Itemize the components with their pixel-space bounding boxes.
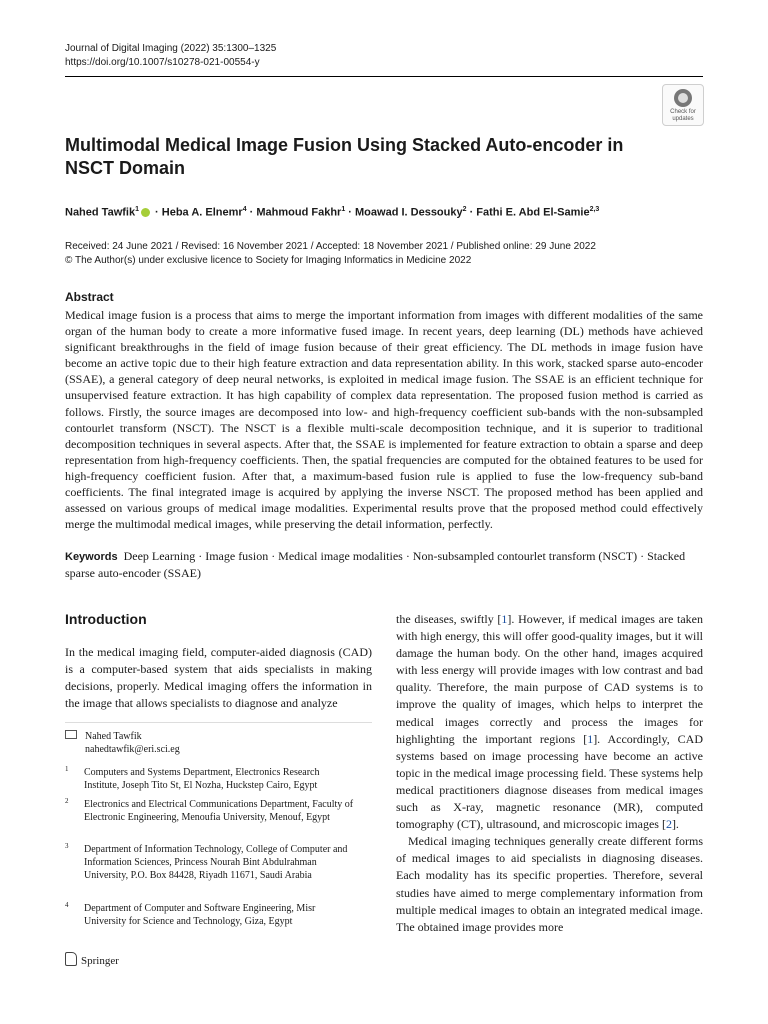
check-updates-label: Check for updates	[670, 109, 696, 122]
text-run: ]. However, if medical images are taken with high energy, this will offer good-quality images, but it will damage the human body. On the other hand, images acquired with less energy will provide images with low contrast and bad quality. Therefore, the main purpose of CAD systems is to improve the quality of images, which helps to interpret the medical images correctly and process the images for highlighting the important regions [	[396, 612, 704, 746]
affiliation-number: 1	[65, 765, 69, 773]
author-name[interactable]: Heba A. Elnemr	[161, 206, 243, 219]
copyright-line: © The Author(s) under exclusive licence to Society for Imaging Informatics in Medicine 2022	[65, 255, 472, 266]
publication-dates	[65, 240, 596, 268]
keywords-text: Deep Learning · Image fusion · Medical image modalities · Non-subsampled contourlet transform (NSCT) · Stacked sparse auto-encoder (SSAE)	[65, 549, 686, 580]
affiliation-text: Computers and Systems Department, Electronics Research Institute, Joseph Tito St, El Nozha, Huckstep Cairo, Egypt	[84, 767, 320, 791]
affiliation-text: Electronics and Electrical Communications Department, Faculty of Electronic Engineering, Menoufia University, Menouf, Egypt	[84, 799, 354, 823]
author-affiliation: 2	[462, 206, 467, 213]
abstract-text: Medical image fusion is a process that aims to merge the important information from images with different modalities of the same organ of the human body to create a more informative fused image. In recent years, deep learning (DL) methods have achieved significant breakthroughs in the field of image fusion because of their great efficiency. The DL methods in image fusion have become an active topic due to their high feature extraction and data representation ability. In this work, stacked sparse auto-encoder (SSAE), a general category of deep neural networks, is exploited in medical image fusion. The SSAE is an efficient technique for unsupervised feature extraction. It has high capability of complex data representation. The proposed fusion method is carried as follows. Firstly, the source images are decomposed into low- and high-frequency coefficient sub-bands with the non-subsampled contourlet transform (NSCT). The NSCT is a flexible multi-scale decomposition technique, and it is superior to traditional decomposition techniques in several aspects. After that, the SSAE is implemented for feature extraction to obtain a sparse and deep representation from high-frequency coefficients. Then, the spatial frequencies are computed for the obtained features to be used for high-frequency coefficient fusion. After that, a maximum-based fusion rule is applied to fuse the low-frequency sub-band coefficients. The final integrated image is acquired by applying the inverse NSCT. The proposed method has been applied and assessed on various groups of medical image modalities. Experimental results prove that the proposed method could effectively merge the multimodal medical images, while preserving the detail information, perfectly.	[65, 308, 703, 532]
check-for-updates-badge[interactable]	[662, 84, 704, 126]
paper-title: Multimodal Medical Image Fusion Using Stacked Auto-encoder in NSCT Domain	[65, 135, 624, 178]
affiliation-number: 2	[65, 797, 69, 805]
citation-link[interactable]: 1	[587, 731, 594, 746]
doi-link[interactable]: https://doi.org/10.1007/s10278-021-00554-y	[65, 57, 260, 68]
author-affiliation: 1	[135, 206, 139, 213]
publisher-name: Springer	[81, 955, 119, 967]
envelope-icon	[65, 730, 77, 739]
journal-header	[65, 42, 276, 70]
intro-right-column	[396, 611, 703, 936]
text-run: the diseases, swiftly [	[396, 612, 502, 626]
springer-logo-icon	[65, 952, 77, 966]
affiliation-text: Department of Information Technology, College of Computer and Information Sciences, Princess Nourah Bint Abdulrahman University, P.O. Box 84428, Riyadh 11671, Saudi Arabia	[84, 844, 348, 881]
corresponding-email[interactable]: nahedtawfik@eri.sci.eg	[85, 744, 180, 755]
affiliation-text: Department of Computer and Software Engineering, Misr University for Science and Technology, Giza, Egypt	[84, 903, 316, 927]
history-dates: Received: 24 June 2021 / Revised: 16 November 2021 / Accepted: 18 November 2021 / Published online: 29 June 2022	[65, 241, 596, 252]
author-affiliation: 2,3	[589, 206, 600, 213]
check-updates-icon	[674, 89, 692, 107]
affiliation-item	[65, 902, 355, 928]
header-divider	[65, 76, 703, 77]
text-run: ]. Accordingly, CAD systems based on image processing have become an active topic in the medical image processing field. These systems help medical practitioners diagnose diseases from medical images such as X-ray, magnetic resonance (MR), computed tomography (CT), ultrasound, and microscopic images [	[396, 731, 703, 832]
author-name[interactable]: Nahed Tawfik	[65, 206, 136, 219]
author-affiliation: 4	[242, 206, 247, 213]
corresponding-author: Nahed Tawfik	[85, 731, 142, 742]
footnote-divider	[65, 722, 372, 723]
author-list: Nahed Tawfik$^1$ · Heba A. Elnemr$^4$ · Mahmoud Fakhr$^1$ · Moawad I. Dessouky$^2$ · Fathi E. Abd El-Samie$^{2,3}$	[65, 206, 600, 219]
intro-left-column: In the medical imaging field, computer-aided diagnosis (CAD) is a computer-based system that aids specialists in making decisions, properly. Medical imaging offers the information in the image that allows specialists to diagnose and analyze	[65, 645, 372, 710]
intro-paragraph	[396, 611, 703, 833]
affiliation-item	[65, 843, 355, 882]
affiliation-item	[65, 798, 355, 824]
keywords-section	[65, 548, 703, 581]
text-run: ].	[671, 817, 679, 832]
abstract-heading: Abstract	[65, 290, 114, 304]
correspondence-note	[65, 730, 180, 756]
citation-link[interactable]: 2	[665, 817, 672, 832]
journal-line: Journal of Digital Imaging (2022) 35:1300–1325	[65, 43, 277, 54]
affiliation-number: 3	[65, 842, 69, 850]
affiliation-number: 4	[65, 901, 69, 909]
author-name[interactable]: Mahmoud Fakhr	[256, 206, 342, 219]
citation-link[interactable]: 1	[501, 612, 508, 626]
keywords-label: Keywords	[65, 551, 118, 563]
orcid-icon[interactable]	[141, 208, 150, 217]
affiliation-item	[65, 766, 355, 792]
intro-paragraph: Medical imaging techniques generally create different forms of medical images to aid specialists in diagnosing diseases. Each modality has its specific properties. Therefore, several studies have aimed to merge complementary information from multiple medical images to obtain an integrated medical image. The obtained image provides more	[396, 834, 703, 934]
introduction-heading: Introduction	[65, 611, 147, 627]
author-name[interactable]: Fathi E. Abd El-Samie	[476, 206, 590, 219]
author-affiliation: 1	[341, 206, 346, 213]
author-name[interactable]: Moawad I. Dessouky	[355, 206, 463, 219]
publisher-footer	[65, 952, 119, 967]
